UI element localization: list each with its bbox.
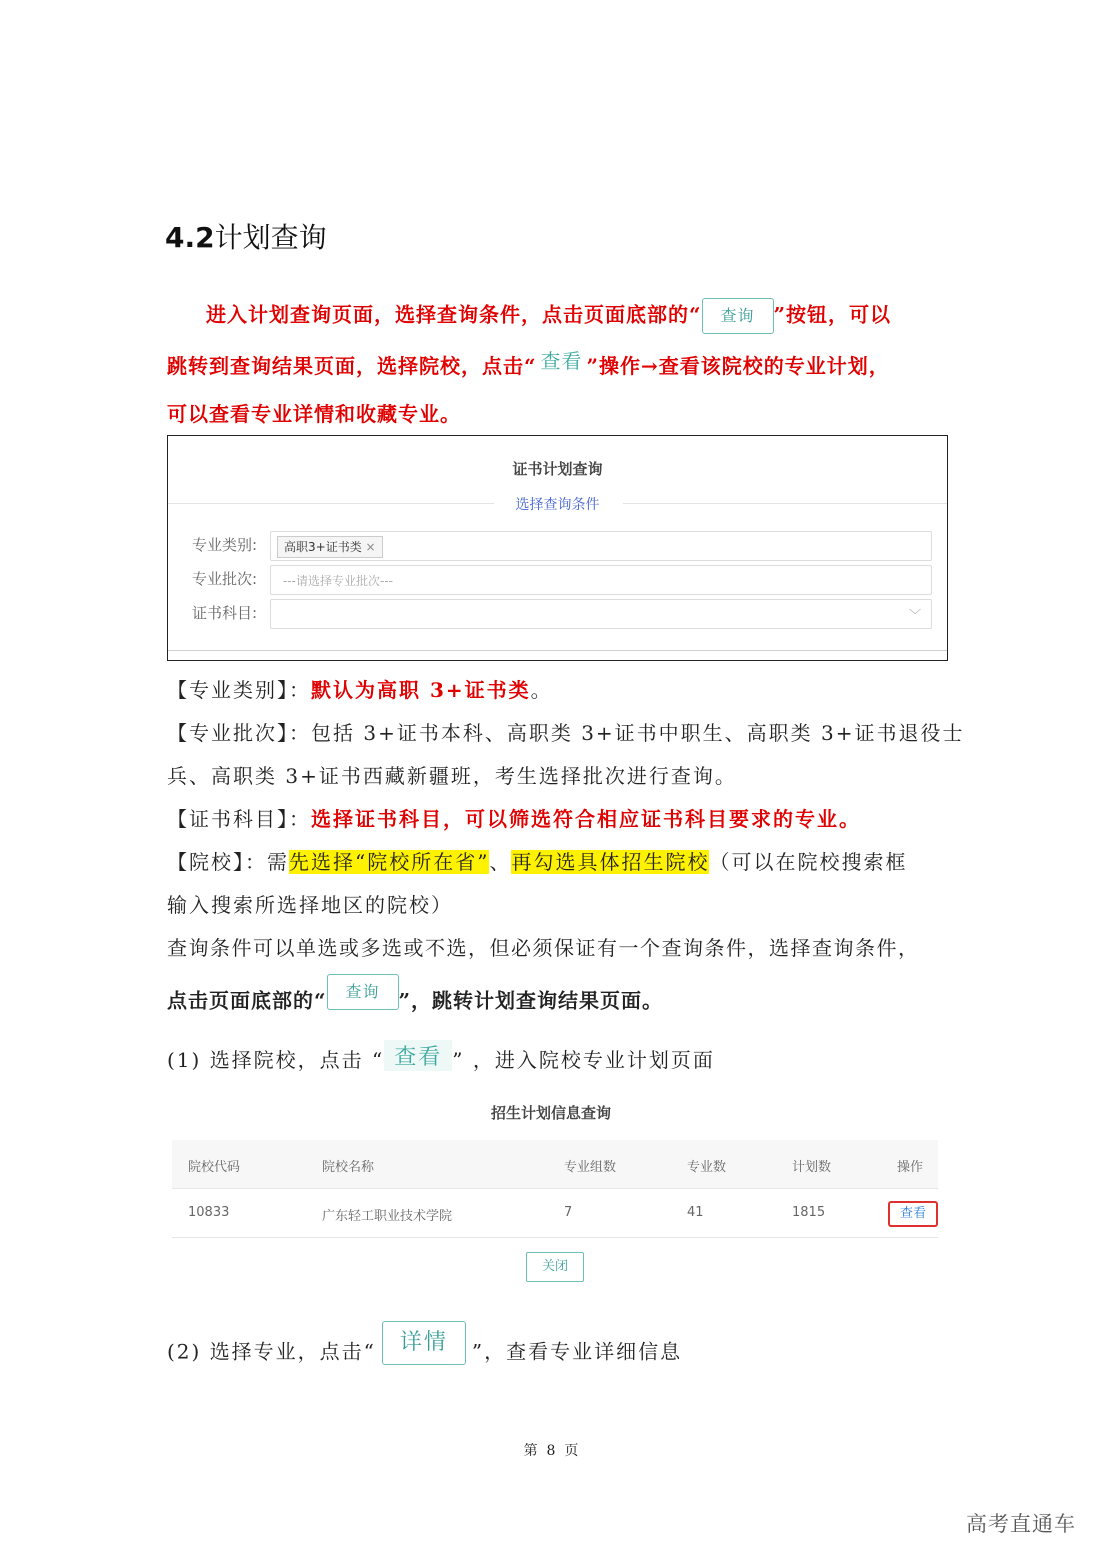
cell-code: 10833 (188, 1205, 230, 1220)
watermark: 高考直通车 (966, 1512, 1076, 1536)
step-1-a: (1) 选择院校，点击 “ (167, 1048, 385, 1072)
cell-plan: 1815 (792, 1205, 826, 1220)
note-school-highlight-2: 再勾选具体招生院校 (511, 850, 710, 874)
note-school-highlight-1: 先选择“院校所在省” (289, 850, 490, 874)
cell-name: 广东轻工职业技术学院 (322, 1209, 453, 1224)
category-label: 专业类别: (192, 536, 258, 554)
header-majors: 专业数 (687, 1160, 727, 1175)
category-tag-label: 高职3+证书类 (284, 540, 362, 554)
note-school-line-2: 输入搜索所选择地区的院校） (167, 893, 453, 917)
note-condition-a: 点击页面底部的“ (167, 988, 327, 1013)
note-condition-line-1: 查询条件可以单选或多选或不选，但必须保证有一个查询条件，选择查询条件， (167, 936, 920, 960)
step-2-a: (2) 选择专业，点击“ (167, 1339, 376, 1364)
subject-label: 证书科目: (192, 604, 258, 622)
form-screenshot (167, 435, 948, 661)
page-number: 第 8 页 (523, 1443, 579, 1459)
subject-select[interactable] (270, 599, 932, 629)
header-code: 院校代码 (188, 1160, 241, 1175)
intro-line-1 (206, 298, 891, 334)
note-subject-text: 选择证书科目，可以筛选符合相应证书科目要求的专业。 (311, 807, 861, 831)
cell-groups: 7 (564, 1205, 573, 1220)
query-button-image: 查询 (702, 298, 774, 334)
intro-line-3: 可以查看专业详情和收藏专业。 (167, 402, 461, 426)
tag-close-icon[interactable]: × (365, 540, 376, 554)
section-heading (165, 216, 327, 256)
cell-majors: 41 (687, 1205, 704, 1220)
note-condition-line-2 (167, 984, 663, 1020)
batch-label: 专业批次: (192, 570, 258, 588)
note-subject-label: 【证书科目】： (167, 807, 311, 831)
step-2 (167, 1331, 682, 1375)
intro-line-2 (167, 350, 890, 382)
header-action: 操作 (897, 1160, 924, 1175)
section-title: 计划查询 (214, 221, 327, 254)
batch-placeholder: ---请选择专业批次--- (283, 574, 393, 588)
view-button[interactable]: 查看 (888, 1201, 938, 1227)
category-select[interactable] (270, 531, 932, 561)
intro-text-2b: ”操作→查看该院校的专业计划， (586, 354, 890, 378)
note-category-label: 【专业类别】： (167, 678, 311, 702)
plan-table (172, 1140, 938, 1238)
view-button-image-2: 查看 (384, 1040, 452, 1071)
table-title: 招生计划信息查询 (490, 1104, 611, 1122)
header-plan: 计划数 (792, 1160, 832, 1175)
intro-text-2a: 跳转到查询结果页面，选择院校，点击“ (167, 354, 537, 378)
detail-button-image: 详情 (382, 1321, 466, 1365)
batch-select[interactable] (270, 565, 932, 595)
header-groups: 专业组数 (564, 1160, 617, 1175)
intro-text-1a: 进入计划查询页面，选择查询条件，点击页面底部的“ (206, 302, 702, 327)
step-2-b: ”，查看专业详细信息 (471, 1339, 683, 1364)
section-number: 4.2 (165, 221, 215, 254)
note-school-line-1 (167, 846, 907, 875)
note-school-a: 【院校】：需 (167, 850, 289, 874)
chevron-down-icon: ﹀ (908, 608, 921, 622)
category-tag[interactable] (277, 536, 383, 558)
close-button[interactable]: 关闭 (526, 1252, 584, 1282)
note-school-b: 、 (489, 850, 512, 874)
query-button-image-2: 查询 (327, 974, 399, 1010)
table-row (172, 1188, 938, 1238)
step-1 (167, 1044, 715, 1077)
table-header-row (172, 1140, 938, 1188)
note-batch-line-1: 【专业批次】：包括 3+证书本科、高职类 3+证书中职生、高职类 3+证书退役士 (167, 721, 965, 745)
step-1-b: ” ，进入院校专业计划页面 (452, 1048, 715, 1072)
note-category-end: 。 (530, 678, 553, 702)
note-batch-line-2: 兵、高职类 3+证书西藏新疆班，考生选择批次进行查询。 (167, 764, 737, 788)
header-name: 院校名称 (322, 1160, 375, 1175)
note-category (167, 674, 553, 703)
frame-bottom-rule (168, 650, 947, 651)
note-category-text: 默认为高职 3+证书类 (311, 678, 531, 702)
note-subject (167, 803, 861, 832)
form-title: 证书计划查询 (512, 460, 603, 478)
note-condition-b: ”，跳转计划查询结果页面。 (398, 988, 664, 1013)
view-button-image: 查看 (540, 349, 583, 373)
form-subtitle: 选择查询条件 (515, 497, 600, 513)
intro-text-1b: ”按钮，可以 (773, 302, 892, 327)
note-school-c: （可以在院校搜索框 (709, 850, 908, 874)
